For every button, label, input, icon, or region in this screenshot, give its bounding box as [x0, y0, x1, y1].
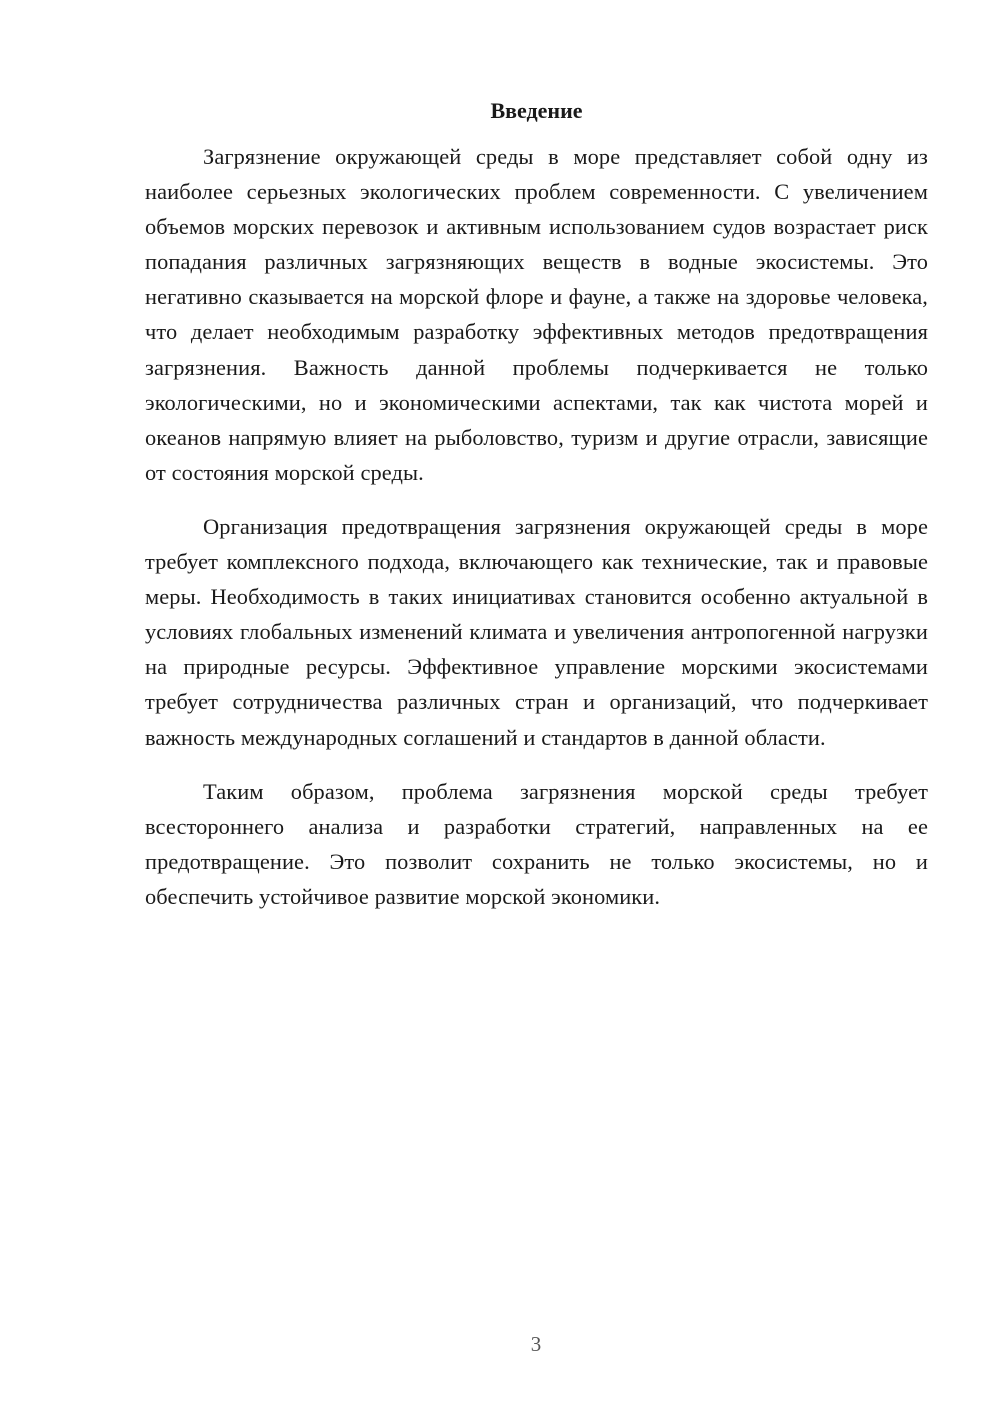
paragraph-organization: Организация предотвращения загрязнения окружающей среды в море требует комплексного подхода, включающего как технические, так и правовые меры. Необходимость в таких инициативах становится особенно актуальной в условиях глобальных изменений климата и увеличения антропогенной нагрузки на природные ресурсы. Эффективное управление морскими экосистемами требует сотрудничества различных стран и организаций, что подчеркивает важность международных соглашений и стандартов в данной области. — [145, 513, 928, 750]
page-number: 3 — [530, 1332, 542, 1356]
paragraph-conclusion: Таким образом, проблема загрязнения морской среды требует всестороннего анализа и разработки стратегий, направленных на ее предотвращение. Это позволит сохранить не только экосистемы, но и обеспечить устойчивое развитие морской экономики. — [145, 778, 928, 909]
section-title: Введение — [490, 98, 583, 123]
paragraph-intro: Загрязнение окружающей среды в море представляет собой одну из наиболее серьезных экологических проблем современности. С увеличением объемов морских перевозок и активным использованием судов возрастает риск попадания различных загрязняющих веществ в водные экосистемы. Это негативно сказывается на морской флоре и фауне, а также на здоровье человека, что делает необходимым разработку эффективных методов предотвращения загрязнения. Важность данной проблемы подчеркивается не только экологическими, но и экономическими аспектами, так как чистота морей и океанов напрямую влияет на рыболовство, туризм и другие отрасли, зависящие от состояния морской среды. — [145, 144, 928, 485]
page-content — [145, 94, 928, 933]
